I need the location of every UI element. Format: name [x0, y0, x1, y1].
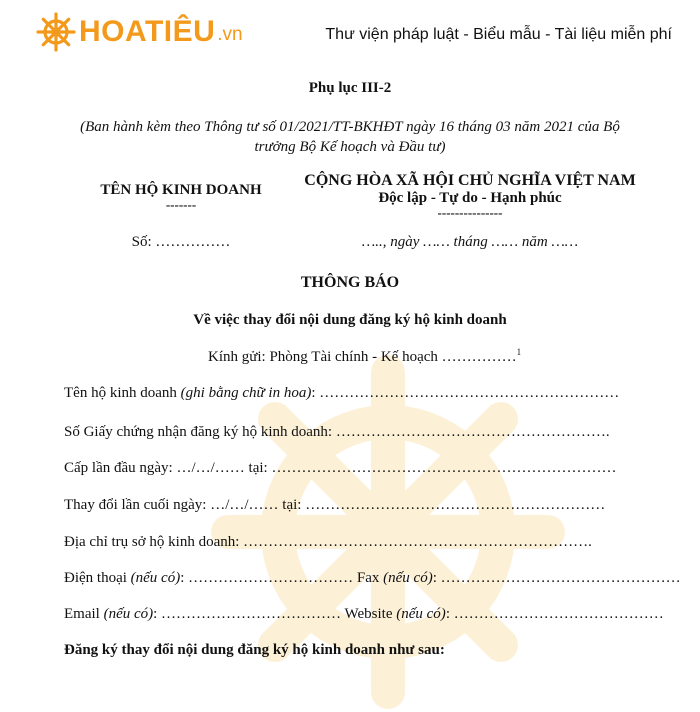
logo-text: HOATIÊU: [79, 15, 216, 48]
business-name-field: [64, 385, 619, 402]
national-separator: ---------------: [437, 205, 503, 220]
fax-hint: (nếu có): [383, 570, 433, 586]
national-heading: [300, 172, 640, 219]
email-label: Email: [64, 606, 104, 622]
certificate-number-field: Số Giấy chứng nhận đăng ký hộ kinh doanh: ……………………………………………….: [64, 424, 610, 440]
email-dots: : ………………………………: [153, 606, 342, 622]
logo-tld: .vn: [217, 24, 243, 45]
national-title: CỘNG HÒA XÃ HỘI CHỦ NGHĨA VIỆT NAM: [304, 172, 636, 189]
business-name-label: Tên hộ kinh doanh: [64, 385, 181, 401]
recipient-line: [208, 347, 521, 366]
appendix-title: Phụ lục III-2: [308, 80, 392, 96]
issued-note-line-1: (Ban hành kèm theo Thông tư số 01/2021/TT-BKHĐT ngày 16 tháng 03 năm 2021 của Bộ: [80, 119, 620, 135]
business-name-separator: -------: [165, 197, 197, 212]
recipient-text: Kính gửi: Phòng Tài chính - Kế hoạch ……………: [208, 349, 517, 365]
register-changes-heading: Đăng ký thay đổi nội dung đăng ký hộ kinh doanh như sau:: [64, 642, 445, 658]
fax-label: Fax: [353, 570, 384, 586]
first-issued-field: Cấp lần đầu ngày: …/…/…… tại: ……………………………………………………………: [64, 460, 617, 476]
issued-note: [0, 117, 700, 157]
phone-fax-field: [64, 570, 681, 587]
issued-note-line-2: trưởng Bộ Kế hoạch và Đầu tư): [254, 139, 446, 155]
address-field: Địa chỉ trụ sở hộ kinh doanh: …………………………………………………………….: [64, 534, 592, 550]
document-number: Số: ……………: [131, 234, 231, 250]
phone-dots: : ……………………………: [180, 570, 354, 586]
document-title: THÔNG BÁO: [300, 274, 400, 291]
national-motto: Độc lập - Tự do - Hạnh phúc: [378, 190, 562, 206]
website-dots: : ……………………………………: [445, 606, 664, 622]
business-name-dots: : ……………………………………………………: [311, 385, 620, 401]
phone-label: Điện thoại: [64, 570, 131, 586]
site-tagline: Thư viện pháp luật - Biểu mẫu - Tài liệu miễn phí: [325, 26, 672, 43]
fax-dots: : …………………………………………: [432, 570, 681, 586]
business-name-title: TÊN HỘ KINH DOANH: [100, 182, 262, 198]
last-changed-field: Thay đổi lần cuối ngày: …/…/…… tại: ……………………………………………………: [64, 497, 606, 513]
email-hint: (nếu có): [103, 606, 154, 622]
business-name-heading: [56, 182, 306, 211]
document-subject: Về việc thay đổi nội dung đăng ký hộ kinh doanh: [193, 312, 507, 328]
website-hint: (nếu có): [396, 606, 446, 622]
email-website-field: [64, 606, 664, 623]
recipient-footnote-mark: 1: [516, 347, 522, 357]
website-label: Website: [341, 606, 397, 622]
document-date: ….., ngày …… tháng …… năm ……: [361, 234, 579, 250]
business-name-hint: (ghi bằng chữ in hoa): [180, 385, 312, 401]
phone-hint: (nếu có): [130, 570, 181, 586]
